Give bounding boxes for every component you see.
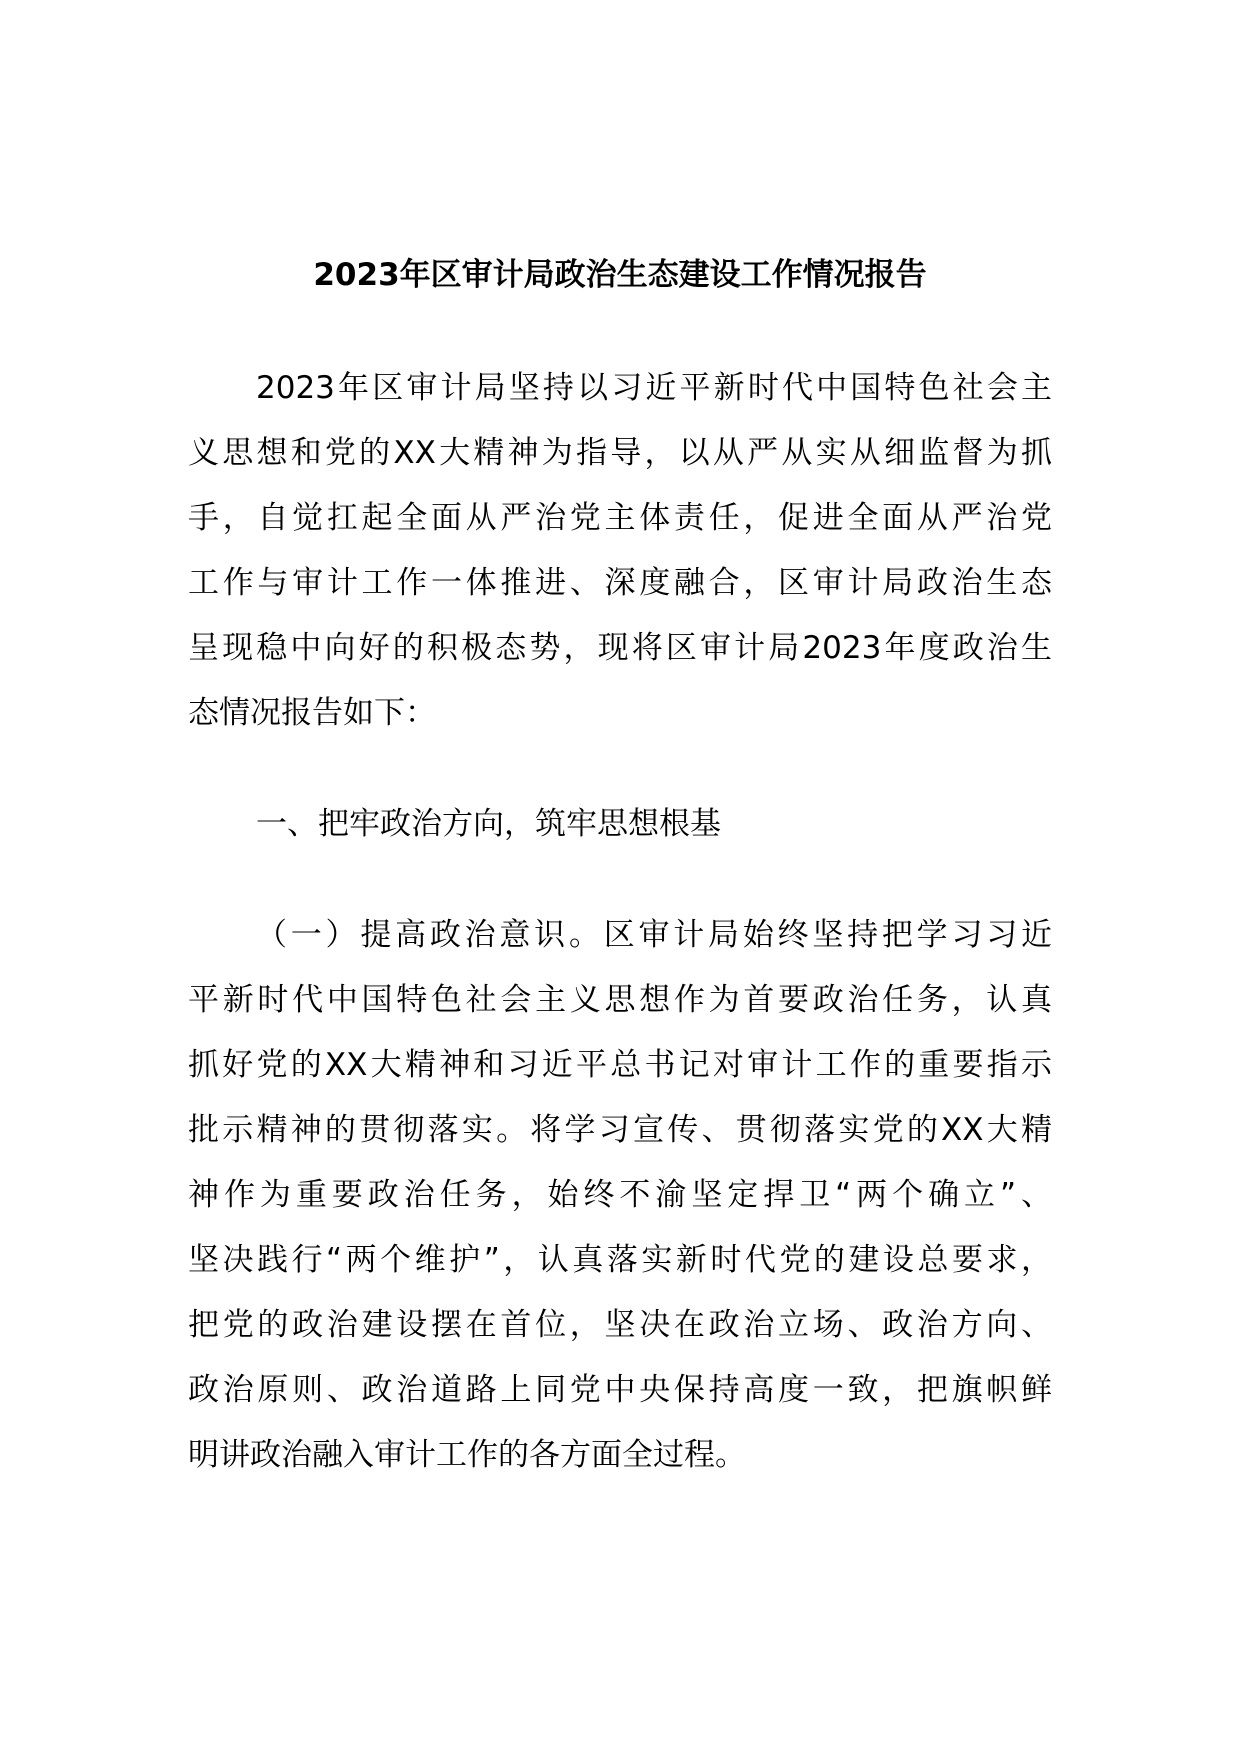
paragraph-line: 坚决践行“两个维护”，认真落实新时代党的建设总要求， bbox=[188, 1242, 1052, 1278]
paragraph-line: 把党的政治建设摆在首位，坚决在政治立场、政治方向、 bbox=[188, 1307, 1052, 1343]
paragraph-line: 呈现稳中向好的积极态势，现将区审计局2023年度政治生 bbox=[188, 630, 1052, 666]
paragraph-line: 神作为重要政治任务，始终不渝坚定捍卫“两个确立”、 bbox=[188, 1177, 1052, 1213]
paragraph-line: 2023年区审计局坚持以习近平新时代中国特色社会主 bbox=[256, 370, 1052, 406]
paragraph-line: 明讲政治融入审计工作的各方面全过程。 bbox=[188, 1437, 746, 1473]
paragraph-line: 态情况报告如下： bbox=[188, 695, 436, 731]
paragraph-line: 义思想和党的XX大精神为指导，以从严从实从细监督为抓 bbox=[188, 435, 1052, 471]
paragraph-line: 手，自觉扛起全面从严治党主体责任，促进全面从严治党 bbox=[188, 500, 1052, 536]
paragraph-line: 工作与审计工作一体推进、深度融合，区审计局政治生态 bbox=[188, 565, 1052, 601]
paragraph-line: 政治原则、政治道路上同党中央保持高度一致，把旗帜鲜 bbox=[188, 1372, 1052, 1408]
paragraph-line: 抓好党的XX大精神和习近平总书记对审计工作的重要指示 bbox=[188, 1047, 1052, 1083]
paragraph-line: 平新时代中国特色社会主义思想作为首要政治任务，认真 bbox=[188, 982, 1052, 1018]
document-title: 2023年区审计局政治生态建设工作情况报告 bbox=[313, 257, 927, 293]
paragraph-line: 批示精神的贯彻落实。将学习宣传、贯彻落实党的XX大精 bbox=[188, 1112, 1052, 1148]
paragraph-line: （一）提高政治意识。区审计局始终坚持把学习习近 bbox=[256, 917, 1052, 953]
section-heading: 一、把牢政治方向，筑牢思想根基 bbox=[256, 806, 721, 842]
